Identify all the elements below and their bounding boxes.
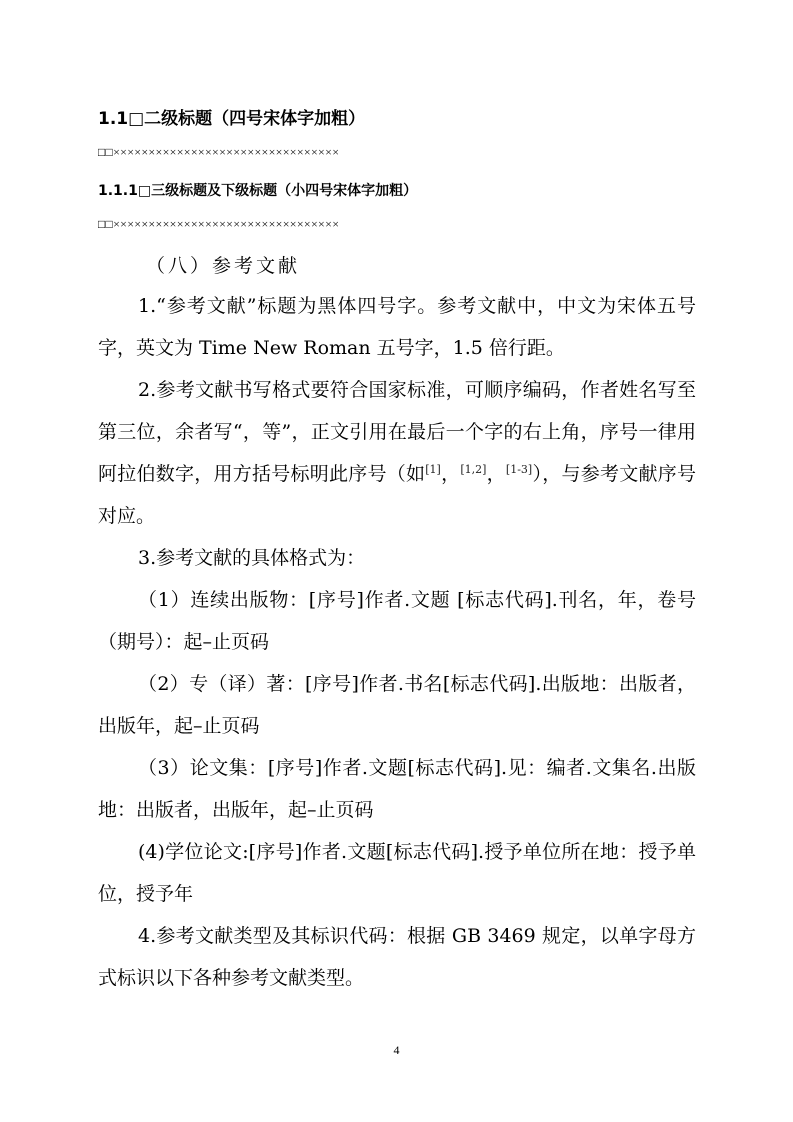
section-title: （八）参考文献 xyxy=(146,255,301,277)
placeholder-line: □□×××××××××××××××××××××××××××××××× xyxy=(98,217,340,231)
format-item-monograph: （2）专（译）著：[序号]作者.书名[标志代码].出版地：出版者，出版年，起–止页码 xyxy=(98,673,696,737)
citation-superscript: [1-3] xyxy=(505,463,533,476)
citation-superscript: [1,2] xyxy=(460,463,487,476)
citation-superscript: [1] xyxy=(425,463,441,476)
paragraph-format-intro: 3.参考文献的具体格式为： xyxy=(138,547,366,569)
paragraph-format-rule: 1.“参考文献”标题为黑体四号字。参考文献中，中文为宋体五号字，英文为 Time New Roman 五号字，1.5 倍行距。 xyxy=(98,295,696,359)
separator: ， xyxy=(440,463,461,485)
text-run: ），与参考文献序号对应。 xyxy=(98,463,696,527)
format-item-proceedings: （3）论文集：[序号]作者.文题[标志代码].见：编者.文集名.出版地：出版者，出版年，起–止页码 xyxy=(98,757,696,821)
paragraph-citation-rule xyxy=(98,369,696,537)
placeholder-line: □□×××××××××××××××××××××××××××××××× xyxy=(98,145,340,159)
heading-level3: 1.1.1□三级标题及下级标题（小四号宋体字加粗） xyxy=(98,183,418,199)
heading-level2: 1.1□二级标题（四号宋体字加粗） xyxy=(98,109,366,129)
body-text xyxy=(98,285,696,999)
page-number: 4 xyxy=(393,1043,400,1057)
paragraph-type-codes: 4.参考文献类型及其标识代码：根据 GB 3469 规定，以单字母方式标识以下各种参考文献类型。 xyxy=(98,925,696,989)
text-run: 2.参考文献书写格式要符合国家标准，可顺序编码，作者姓名写至第三位，余者写“，等”，正文引用在最后一个字的右上角，序号一律用阿拉伯数字，用方括号标明此序号（如 xyxy=(98,379,696,485)
separator: ， xyxy=(486,463,506,485)
format-item-thesis: (4)学位论文:[序号]作者.文题[标志代码].授予单位所在地：授予单位，授予年 xyxy=(98,841,696,905)
format-item-periodical: （1）连续出版物：[序号]作者.文题 [标志代码].刊名，年，卷号（期号）：起–止页码 xyxy=(98,589,696,653)
